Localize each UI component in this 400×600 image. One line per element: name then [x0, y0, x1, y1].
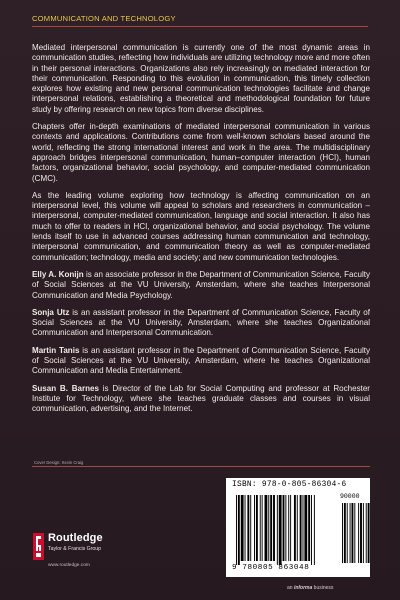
publisher-group: Taylor & Francis Group	[48, 546, 102, 552]
blurb-text	[32, 43, 370, 422]
bio-text: is an associate professor in the Department of Communication Science, Faculty of Social Sciences at the VU University, Amsterdam, where she teaches Interpersonal Communication and Media Psychology.	[32, 269, 370, 300]
bio-tanis	[32, 346, 370, 377]
bio-utz	[32, 308, 370, 339]
author-name: Sonja Utz	[32, 307, 70, 317]
barcode-addon-number: 90000	[340, 493, 360, 500]
bio-text: is an assistant professor in the Department of Communication Science, Faculty of Social Sciences at the VU University, Amsterdam, where she teaches Organizational Communication and Interpersonal Communication.	[32, 307, 370, 338]
bio-konijn	[32, 270, 370, 301]
publisher-name: Routledge	[48, 532, 103, 544]
blurb-paragraph-2: Chapters offer in-depth examinations of mediated interpersonal communication in various contexts and applications. Contributions come from well-known scholars based around the world, reflecting the strong international interest and work in the area. The multidisciplinary approach bridges interpersonal communication, human–computer interaction (HCI), human factors, organizational behavior, social psychology, and computer-mediated communication (CMC).	[32, 122, 370, 183]
informa-business-line	[287, 585, 333, 591]
cover-design-credit: Cover Design: Kevin Craig	[34, 460, 84, 465]
publisher-url: www.routledge.com	[48, 563, 90, 568]
blurb-paragraph-1: Mediated interpersonal communication is currently one of the most dynamic areas in communication studies, reflecting how individuals are utilizing technology more and more often in their personal interactions. Organizations also rely increasingly on mediated interaction for their communication. Responding to this evolution in communication, this timely collection explores how existing and new personal communication technologies facilitate and change interpersonal relations, establishing a theoretical and methodological foundation for future study by offering research on new topics from diverse disciplines.	[32, 43, 370, 114]
series-title: COMMUNICATION AND TECHNOLOGY	[32, 14, 176, 23]
barcode-number: 9 780805 863048	[232, 564, 310, 572]
isbn-label: ISBN: 978-0-805-86304-6	[232, 481, 347, 489]
routledge-logo-icon	[33, 533, 44, 560]
author-name: Susan B. Barnes	[32, 383, 99, 393]
informa-prefix: an	[287, 585, 294, 591]
isbn-barcode	[226, 478, 370, 577]
author-name: Martin Tanis	[32, 345, 80, 355]
bio-text: is an assistant professor in the Department of Communication Science, Faculty of Social Sciences at the VU University, Amsterdam, where he teaches Organizational Communication and Media Entertainment.	[32, 345, 370, 376]
bio-text: is Director of the Lab for Social Computing and professor at Rochester Institute for Technology, where she teaches graduate classes and courses in visual communication, advertising, and the Internet.	[32, 383, 370, 414]
top-rule	[32, 26, 368, 27]
blurb-paragraph-3: As the leading volume exploring how technology is affecting communication on an interpersonal level, this volume will appeal to scholars and researchers in communication – interpersonal, computer-mediated communication, language and social interaction. It also has much to offer to readers in HCI, organizational behavior, and social psychology. The volume lends itself to use in advanced courses addressing human communication and technology, interpersonal communication, and communication theory as well as computer-mediated communication; technology, media and society; and new communication technologies.	[32, 190, 370, 262]
bottom-rule	[32, 466, 370, 467]
author-name: Elly A. Konijn	[32, 269, 84, 279]
informa-suffix: business	[312, 585, 334, 591]
bio-barnes	[32, 384, 370, 415]
informa-brand: informa	[293, 585, 313, 591]
